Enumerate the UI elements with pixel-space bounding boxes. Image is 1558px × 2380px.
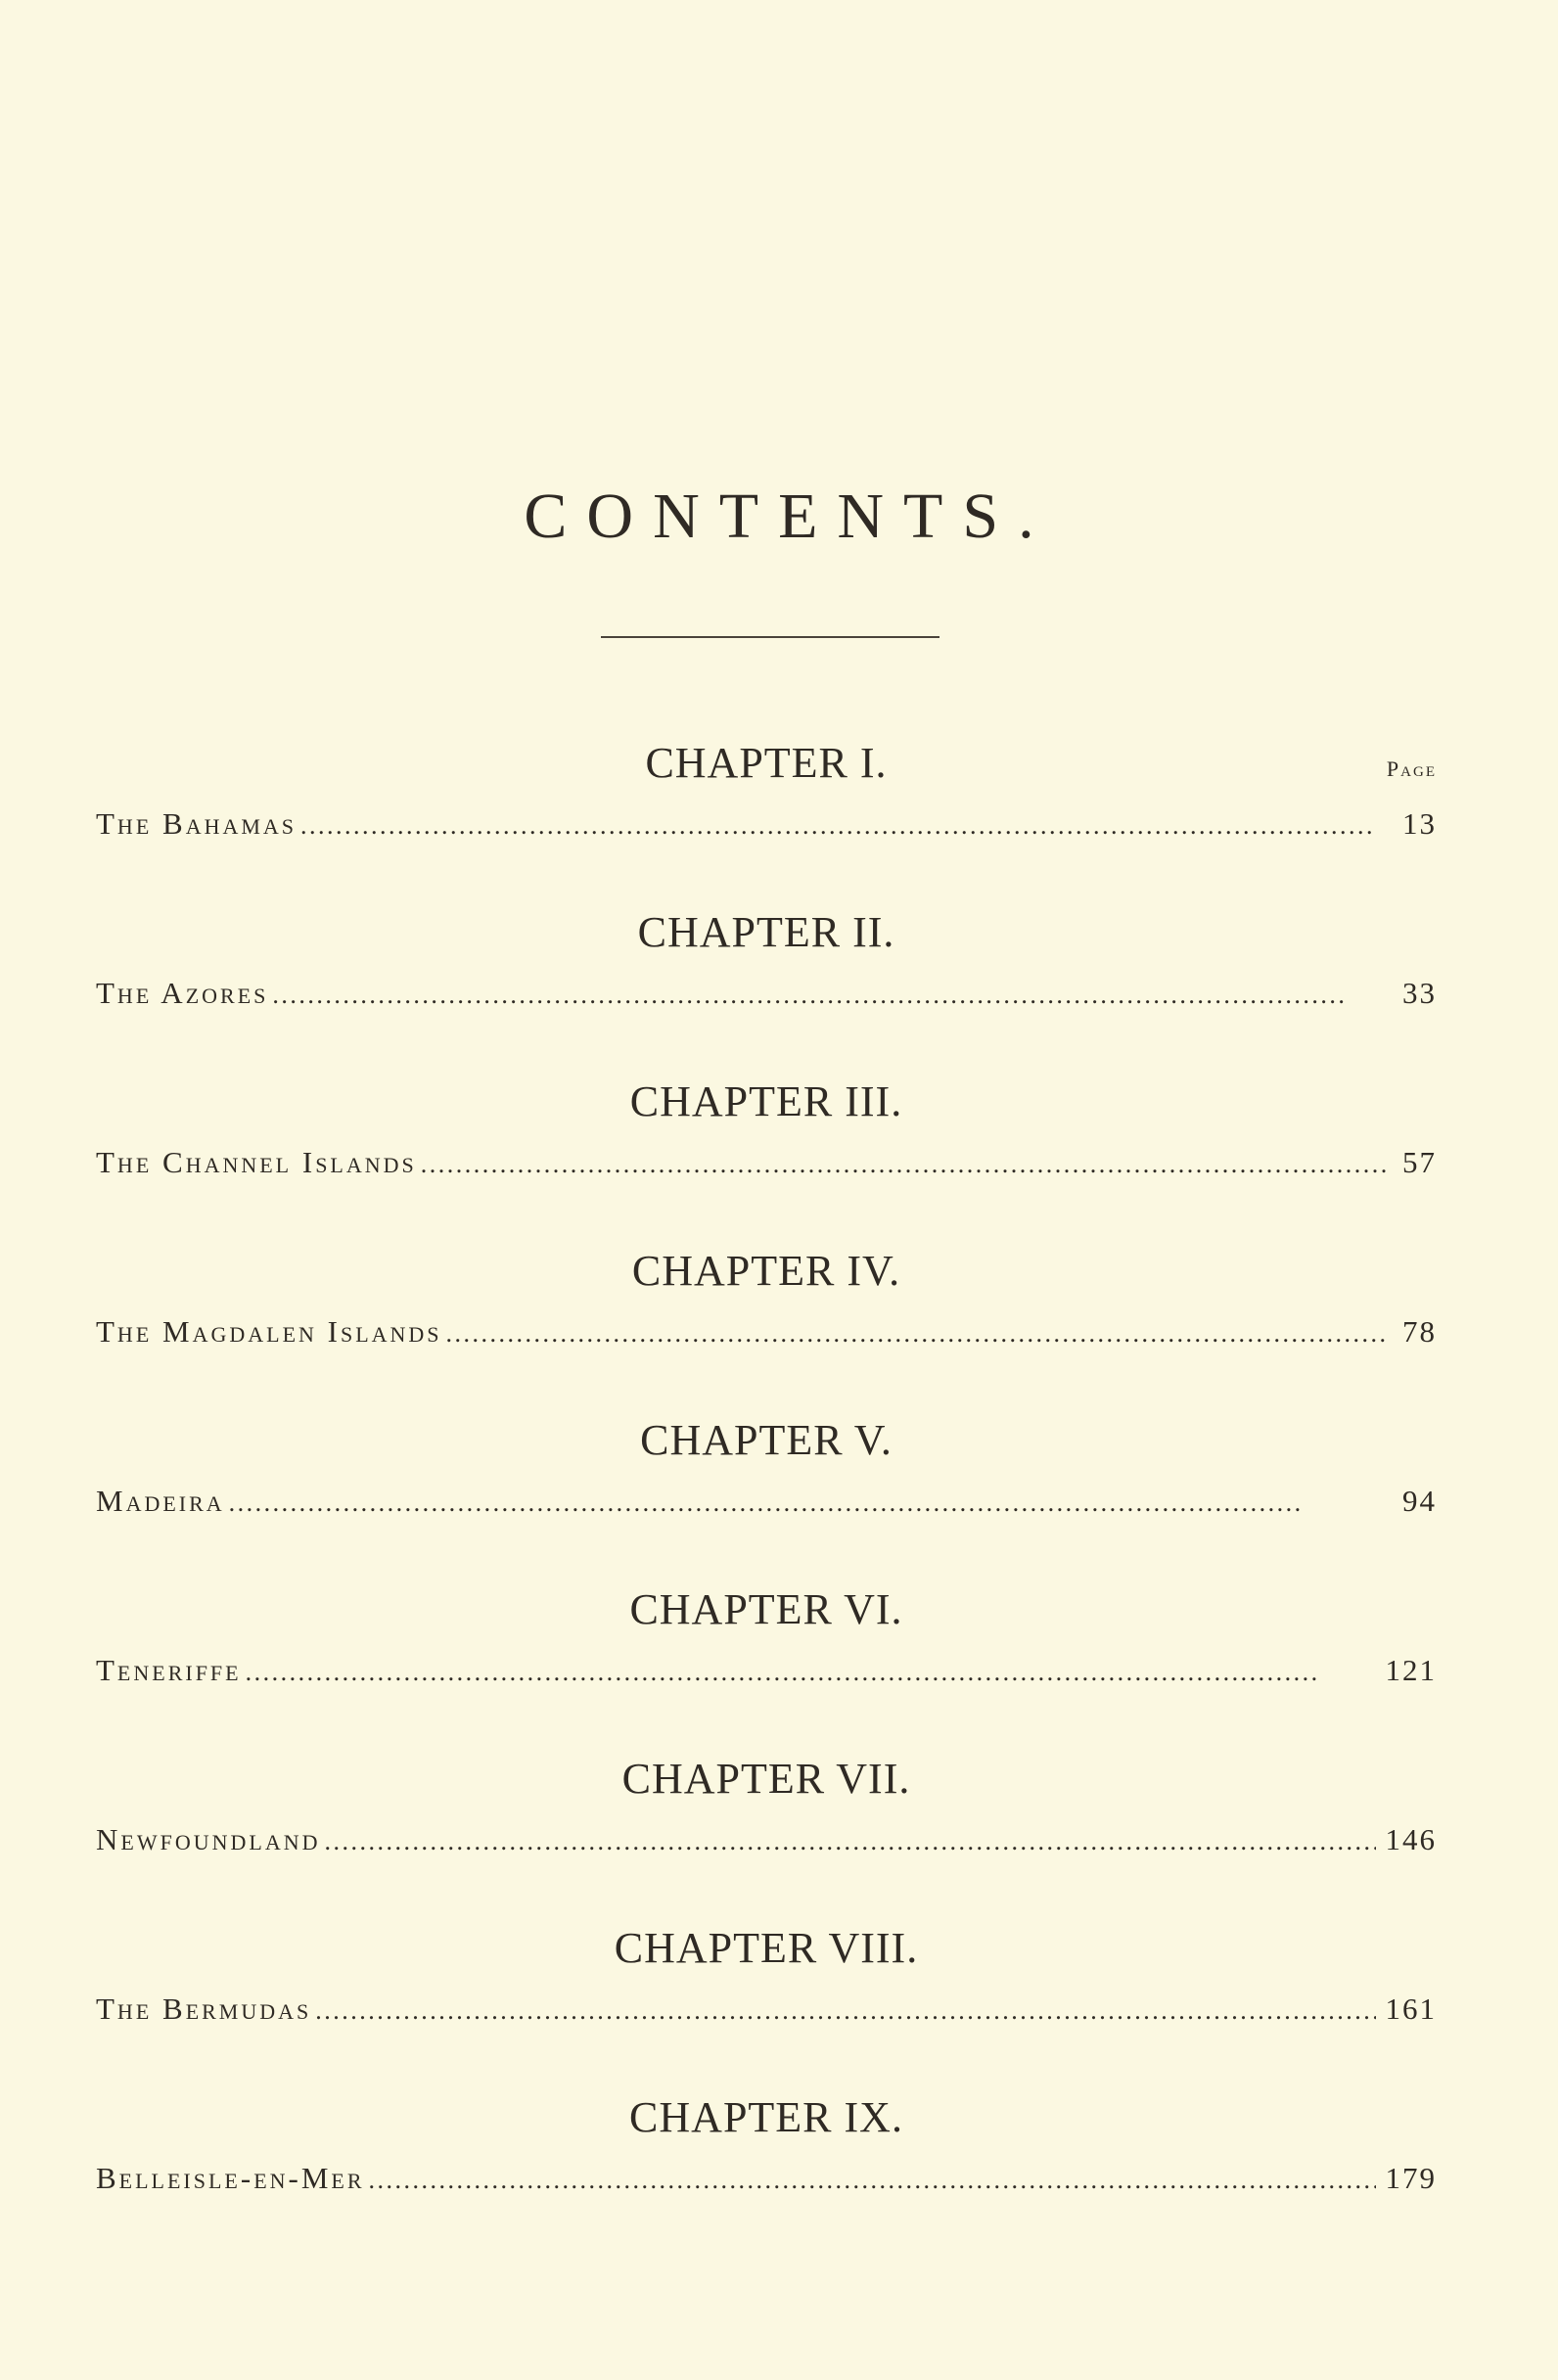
chapter-8 [96,1921,1437,2029]
chapter-heading: CHAPTER I. [645,739,888,787]
entry-title: The Bermudas [96,1991,312,2026]
toc-entry [96,1990,1437,2029]
chapter-heading: CHAPTER V. [640,1416,893,1464]
chapter-heading: CHAPTER II. [637,908,895,956]
entry-page-number: 78 [1402,1314,1437,1349]
entry-page-number: 13 [1402,806,1437,841]
chapter-heading: CHAPTER VI. [629,1585,903,1633]
toc-entry [96,1651,1437,1690]
dot-leader [446,1314,1388,1353]
dot-leader [421,1145,1388,1184]
chapter-6 [96,1582,1437,1690]
toc-entry [96,804,1437,844]
entry-title: The Bahamas [96,806,298,841]
chapter-heading: CHAPTER III. [629,1077,903,1125]
toc-entry [96,1482,1437,1521]
dot-leader [246,1653,1376,1692]
entry-page-number: 33 [1402,976,1437,1010]
dot-leader [272,976,1388,1015]
toc-entry [96,974,1437,1013]
chapter-9 [96,2090,1437,2198]
chapter-heading: CHAPTER IV. [631,1247,901,1295]
chapter-3 [96,1075,1437,1182]
chapter-4 [96,1244,1437,1351]
entry-page-number: 161 [1385,1991,1437,2026]
dot-leader [229,1484,1388,1523]
entry-page-number: 57 [1402,1145,1437,1179]
dot-leader [315,1991,1375,2031]
chapter-heading: CHAPTER VIII. [614,1924,919,1972]
dot-leader [324,1822,1375,1861]
title-rule [601,636,939,638]
page-column-label: Page [1386,756,1437,781]
chapter-heading: CHAPTER VII. [621,1755,911,1803]
entry-title: The Magdalen Islands [96,1314,442,1349]
entry-page-number: 179 [1385,2161,1437,2195]
chapter-2 [96,905,1437,1013]
chapter-heading: CHAPTER IX. [629,2093,903,2141]
dot-leader [300,806,1388,846]
entry-page-number: 146 [1385,1822,1437,1856]
entry-page-number: 94 [1402,1484,1437,1518]
entry-title: Newfoundland [96,1822,321,1856]
entry-page-number: 121 [1385,1653,1437,1687]
toc-entry [96,1143,1437,1182]
toc-entry [96,1312,1437,1351]
entry-title: The Azores [96,976,269,1010]
chapter-1 [96,736,1437,844]
entry-title: Madeira [96,1484,225,1518]
page-title: CONTENTS. [524,481,1054,552]
toc-entry [96,2159,1437,2198]
entry-title: Belleisle-en-Mer [96,2161,365,2195]
chapter-5 [96,1413,1437,1521]
chapter-7 [96,1752,1437,1859]
entry-title: The Channel Islands [96,1145,417,1179]
dot-leader [369,2161,1376,2200]
toc-entry [96,1820,1437,1859]
entry-title: Teneriffe [96,1653,242,1687]
